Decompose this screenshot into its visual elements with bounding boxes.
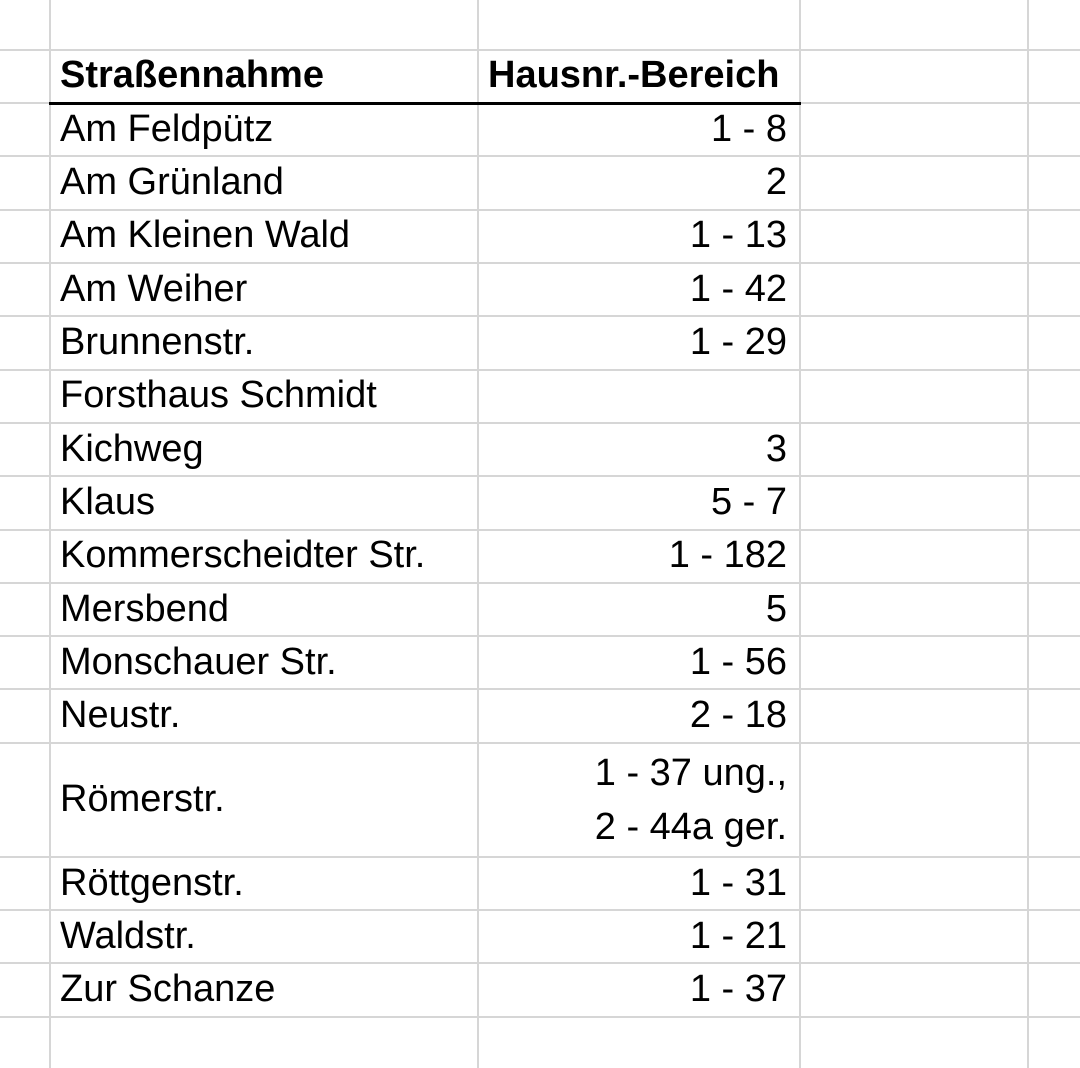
table-row <box>0 636 1080 689</box>
cell-empty[interactable] <box>1028 689 1080 742</box>
cell-empty[interactable] <box>478 0 800 50</box>
cell-empty[interactable] <box>800 963 1028 1016</box>
cell-house-range[interactable]: 3 <box>478 423 800 476</box>
cell-empty[interactable] <box>1028 530 1080 583</box>
cell-empty[interactable] <box>800 210 1028 263</box>
cell-house-range[interactable]: 2 <box>478 156 800 209</box>
table-row <box>0 210 1080 263</box>
cell-empty[interactable] <box>1028 316 1080 369</box>
cell-empty[interactable] <box>0 423 50 476</box>
cell-street-name[interactable]: Kichweg <box>50 423 478 476</box>
cell-house-range[interactable] <box>478 370 800 423</box>
cell-empty[interactable] <box>0 636 50 689</box>
cell-empty[interactable] <box>1028 743 1080 857</box>
cell-empty[interactable] <box>0 210 50 263</box>
cell-street-name[interactable]: Röttgenstr. <box>50 857 478 910</box>
cell-empty[interactable] <box>1028 263 1080 316</box>
cell-empty[interactable] <box>800 689 1028 742</box>
cell-empty[interactable] <box>800 910 1028 963</box>
cell-street-name[interactable]: Am Feldpütz <box>50 103 478 156</box>
cell-empty[interactable] <box>0 689 50 742</box>
cell-house-range[interactable]: 1 - 29 <box>478 316 800 369</box>
cell-empty[interactable] <box>800 583 1028 636</box>
cell-empty[interactable] <box>1028 910 1080 963</box>
cell-empty[interactable] <box>1028 583 1080 636</box>
cell-empty[interactable] <box>1028 636 1080 689</box>
cell-street-name[interactable]: Kommerscheidter Str. <box>50 530 478 583</box>
table-row <box>0 583 1080 636</box>
cell-empty[interactable] <box>0 743 50 857</box>
cell-street-name[interactable]: Zur Schanze <box>50 963 478 1016</box>
table-row <box>0 689 1080 742</box>
range-line: 2 - 44a ger. <box>594 805 787 848</box>
cell-empty[interactable] <box>0 1017 50 1068</box>
cell-house-range[interactable]: 1 - 21 <box>478 910 800 963</box>
cell-empty[interactable] <box>50 1017 478 1068</box>
header-house-range[interactable]: Hausnr.-Bereich <box>478 50 800 103</box>
cell-empty[interactable] <box>800 857 1028 910</box>
table-row <box>0 370 1080 423</box>
cell-street-name[interactable]: Brunnenstr. <box>50 316 478 369</box>
table-row <box>0 530 1080 583</box>
cell-empty[interactable] <box>0 103 50 156</box>
table-row <box>0 423 1080 476</box>
cell-empty[interactable] <box>800 156 1028 209</box>
cell-empty[interactable] <box>800 530 1028 583</box>
cell-street-name[interactable]: Klaus <box>50 476 478 529</box>
cell-house-range[interactable]: 2 - 18 <box>478 689 800 742</box>
range-line: 1 - 37 ung., <box>594 751 787 794</box>
table-row <box>0 743 1080 857</box>
table-row <box>0 963 1080 1016</box>
empty-row <box>0 1017 1080 1068</box>
cell-empty[interactable] <box>0 910 50 963</box>
cell-empty[interactable] <box>0 370 50 423</box>
cell-house-range[interactable]: 1 - 13 <box>478 210 800 263</box>
cell-empty[interactable] <box>1028 370 1080 423</box>
table-row <box>0 476 1080 529</box>
cell-street-name[interactable]: Mersbend <box>50 583 478 636</box>
cell-house-range[interactable]: 1 - 31 <box>478 857 800 910</box>
cell-empty[interactable] <box>0 857 50 910</box>
cell-house-range[interactable]: 1 - 8 <box>478 103 800 156</box>
empty-row <box>0 0 1080 50</box>
table-row <box>0 103 1080 156</box>
cell-empty[interactable] <box>1028 50 1080 103</box>
cell-street-name[interactable]: Am Weiher <box>50 263 478 316</box>
cell-empty[interactable] <box>0 263 50 316</box>
cell-empty[interactable] <box>800 0 1028 50</box>
table-row <box>0 857 1080 910</box>
cell-empty[interactable] <box>800 103 1028 156</box>
cell-empty[interactable] <box>800 743 1028 857</box>
cell-house-range[interactable]: 1 - 37 <box>478 963 800 1016</box>
header-row <box>0 50 1080 103</box>
cell-empty[interactable] <box>1028 963 1080 1016</box>
cell-empty[interactable] <box>800 636 1028 689</box>
cell-street-name[interactable]: Neustr. <box>50 689 478 742</box>
cell-empty[interactable] <box>800 263 1028 316</box>
cell-empty[interactable] <box>800 50 1028 103</box>
cell-house-range[interactable]: 5 <box>478 583 800 636</box>
cell-street-name[interactable]: Monschauer Str. <box>50 636 478 689</box>
table-row <box>0 263 1080 316</box>
cell-empty[interactable] <box>800 370 1028 423</box>
cell-street-name[interactable]: Am Kleinen Wald <box>50 210 478 263</box>
header-street-name[interactable]: Straßennahme <box>50 50 478 103</box>
cell-empty[interactable] <box>1028 857 1080 910</box>
cell-empty[interactable] <box>1028 156 1080 209</box>
cell-empty[interactable] <box>0 583 50 636</box>
cell-empty[interactable] <box>0 476 50 529</box>
cell-empty[interactable] <box>0 156 50 209</box>
table-row <box>0 316 1080 369</box>
cell-empty[interactable] <box>800 476 1028 529</box>
cell-house-range[interactable]: 1 - 42 <box>478 263 800 316</box>
cell-empty[interactable] <box>1028 1017 1080 1068</box>
table-row <box>0 910 1080 963</box>
cell-house-range[interactable] <box>478 743 800 857</box>
cell-house-range[interactable]: 1 - 182 <box>478 530 800 583</box>
cell-empty[interactable] <box>1028 210 1080 263</box>
cell-street-name[interactable]: Römerstr. <box>50 743 478 857</box>
cell-street-name[interactable]: Forsthaus Schmidt <box>50 370 478 423</box>
cell-empty[interactable] <box>1028 423 1080 476</box>
cell-empty[interactable] <box>0 316 50 369</box>
cell-empty[interactable] <box>1028 0 1080 50</box>
cell-empty[interactable] <box>478 1017 800 1068</box>
cell-empty[interactable] <box>1028 476 1080 529</box>
cell-empty[interactable] <box>800 423 1028 476</box>
table-row <box>0 156 1080 209</box>
cell-house-range[interactable]: 1 - 56 <box>478 636 800 689</box>
cell-empty[interactable] <box>0 0 50 50</box>
cell-empty[interactable] <box>1028 103 1080 156</box>
cell-empty[interactable] <box>0 530 50 583</box>
cell-empty[interactable] <box>800 316 1028 369</box>
cell-empty[interactable] <box>800 1017 1028 1068</box>
cell-street-name[interactable]: Am Grünland <box>50 156 478 209</box>
cell-empty[interactable] <box>50 0 478 50</box>
cell-empty[interactable] <box>0 963 50 1016</box>
cell-empty[interactable] <box>0 50 50 103</box>
cell-street-name[interactable]: Waldstr. <box>50 910 478 963</box>
cell-house-range[interactable]: 5 - 7 <box>478 476 800 529</box>
